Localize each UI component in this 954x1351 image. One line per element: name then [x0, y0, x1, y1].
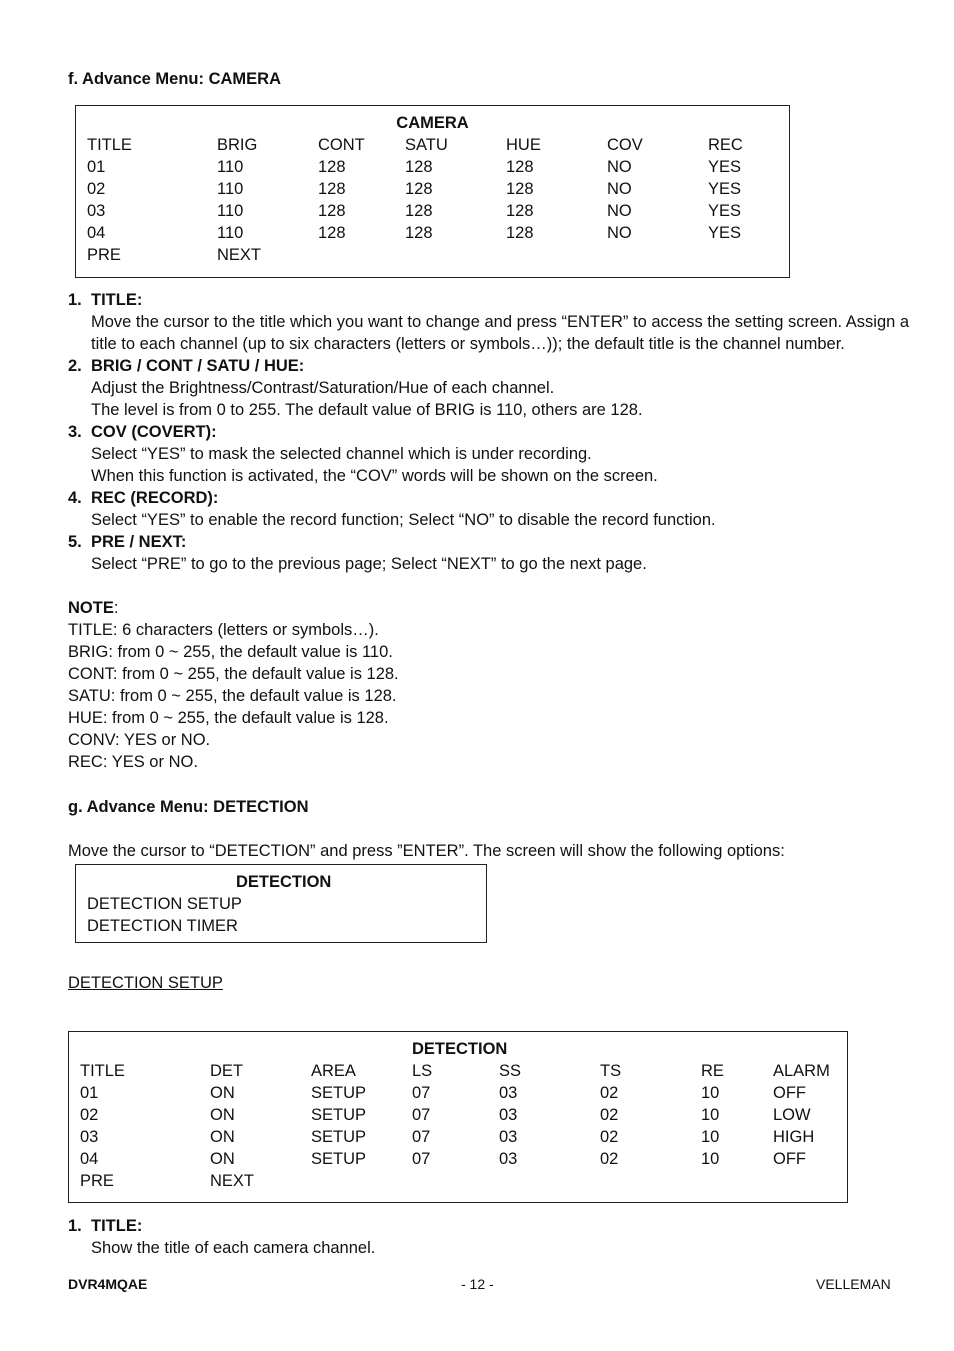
note-line: TITLE: 6 characters (letters or symbols…).: [68, 621, 379, 639]
camera-table-cell[interactable]: 128: [405, 224, 433, 242]
camera-table-title: CAMERA: [396, 114, 469, 132]
camera-table-cell: 03: [87, 202, 106, 220]
detection-col-header: RE: [701, 1062, 724, 1080]
detection-table-cell[interactable]: 02: [600, 1150, 619, 1168]
camera-col-header: REC: [708, 136, 743, 154]
item-number: 1.: [68, 1217, 82, 1235]
camera-table-cell[interactable]: YES: [708, 224, 742, 242]
detection-table-cell[interactable]: OFF: [773, 1150, 806, 1168]
detection-table-cell[interactable]: 10: [701, 1106, 720, 1124]
detection-col-header: AREA: [311, 1062, 356, 1080]
detection-table-cell[interactable]: LOW: [773, 1106, 811, 1124]
detection-table-cell[interactable]: 03: [499, 1128, 518, 1146]
item-description: Select “YES” to mask the selected channel which is under recording.: [91, 445, 592, 463]
detection-table-cell[interactable]: 02: [600, 1106, 619, 1124]
camera-table-cell[interactable]: 128: [318, 180, 346, 198]
detection-table-cell: 04: [80, 1150, 99, 1168]
item-title: REC (RECORD):: [91, 489, 219, 507]
detection-table-cell[interactable]: 03: [499, 1084, 518, 1102]
camera-table-cell[interactable]: 128: [318, 202, 346, 220]
note-heading: [68, 597, 118, 619]
camera-table-cell[interactable]: 128: [405, 180, 433, 198]
item-title: BRIG / CONT / SATU / HUE:: [91, 357, 305, 375]
detection-setup-subheading: DETECTION SETUP: [68, 974, 223, 992]
item-description: Show the title of each camera channel.: [91, 1239, 376, 1257]
camera-col-header: SATU: [405, 136, 448, 154]
detection-table-cell[interactable]: 03: [499, 1150, 518, 1168]
camera-table: [75, 105, 790, 278]
detection-table-cell[interactable]: ON: [210, 1128, 235, 1146]
camera-table-cell[interactable]: NO: [607, 202, 632, 220]
detection-table-title: DETECTION: [412, 1040, 508, 1058]
camera-table-cell[interactable]: YES: [708, 180, 742, 198]
detection-table-cell[interactable]: 10: [701, 1128, 720, 1146]
camera-table-cell[interactable]: 128: [506, 180, 534, 198]
section-f-heading: f. Advance Menu: CAMERA: [68, 70, 281, 88]
note-line: CONV: YES or NO.: [68, 731, 211, 749]
detection-table-cell[interactable]: SETUP: [311, 1128, 367, 1146]
item-description: When this function is activated, the “COV” words will be shown on the screen.: [91, 467, 658, 485]
detection-col-header: DET: [210, 1062, 243, 1080]
detection-table-cell[interactable]: SETUP: [311, 1084, 367, 1102]
detection-table-cell[interactable]: OFF: [773, 1084, 806, 1102]
camera-table-cell: 04: [87, 224, 106, 242]
detection-table-cell[interactable]: 10: [701, 1150, 720, 1168]
detection-table-cell[interactable]: SETUP: [311, 1106, 367, 1124]
camera-table-cell[interactable]: NO: [607, 180, 632, 198]
item-description: title to each channel (up to six characters (letters or symbols…)); the default title is the channel number.: [91, 335, 845, 353]
item-title: TITLE:: [91, 291, 143, 309]
detection-table-cell[interactable]: ON: [210, 1150, 235, 1168]
detection-table-cell[interactable]: ON: [210, 1106, 235, 1124]
detection-col-header: TS: [600, 1062, 622, 1080]
note-line: BRIG: from 0 ~ 255, the default value is 110.: [68, 643, 393, 661]
detection-table-cell[interactable]: 07: [412, 1106, 431, 1124]
item-description: Select “YES” to enable the record function; Select “NO” to disable the record function.: [91, 511, 716, 529]
camera-table-cell[interactable]: 128: [506, 158, 534, 176]
item-title: PRE / NEXT:: [91, 533, 187, 551]
camera-next-button[interactable]: NEXT: [217, 246, 262, 264]
detection-pre-button[interactable]: PRE: [80, 1172, 114, 1190]
item-description: Select “PRE” to go to the previous page; Select “NEXT” to go the next page.: [91, 555, 647, 573]
detection-table-cell[interactable]: SETUP: [311, 1150, 367, 1168]
detection-table-cell: 01: [80, 1084, 99, 1102]
camera-pre-button[interactable]: PRE: [87, 246, 121, 264]
detection-table-cell[interactable]: 03: [499, 1106, 518, 1124]
item-number: 4.: [68, 489, 82, 507]
camera-table-cell[interactable]: 128: [405, 202, 433, 220]
detection-table-cell: 02: [80, 1106, 99, 1124]
section-g-intro: Move the cursor to “DETECTION” and press ”ENTER”. The screen will show the following options:: [68, 842, 785, 860]
item-description: Move the cursor to the title which you want to change and press “ENTER” to access the setting screen. Assign a: [91, 313, 910, 331]
camera-table-cell: 02: [87, 180, 106, 198]
detection-table-cell[interactable]: 02: [600, 1084, 619, 1102]
item-title: TITLE:: [91, 1217, 143, 1235]
camera-table-cell[interactable]: 110: [217, 180, 244, 198]
detection-next-button[interactable]: NEXT: [210, 1172, 255, 1190]
camera-table-cell[interactable]: 128: [405, 158, 433, 176]
note-line: HUE: from 0 ~ 255, the default value is 128.: [68, 709, 389, 727]
detection-table-cell[interactable]: 02: [600, 1128, 619, 1146]
camera-table-cell[interactable]: YES: [708, 202, 742, 220]
detection-col-header: ALARM: [773, 1062, 830, 1080]
detection-col-header: LS: [412, 1062, 433, 1080]
note-line: CONT: from 0 ~ 255, the default value is 128.: [68, 665, 399, 683]
camera-table-cell[interactable]: YES: [708, 158, 742, 176]
camera-col-header: HUE: [506, 136, 541, 154]
item-title: COV (COVERT):: [91, 423, 217, 441]
camera-table-cell[interactable]: 110: [217, 202, 244, 220]
detection-table-cell[interactable]: 07: [412, 1150, 431, 1168]
item-number: 2.: [68, 357, 82, 375]
camera-table-cell: 01: [87, 158, 106, 176]
camera-table-cell[interactable]: 128: [506, 202, 534, 220]
item-description: Adjust the Brightness/Contrast/Saturation/Hue of each channel.: [91, 379, 555, 397]
camera-table-cell[interactable]: 110: [217, 158, 244, 176]
camera-table-cell[interactable]: 128: [318, 224, 346, 242]
detection-table-cell[interactable]: ON: [210, 1084, 235, 1102]
item-description: The level is from 0 to 255. The default value of BRIG is 110, others are 128.: [91, 401, 643, 419]
detection-menu-title: DETECTION: [236, 873, 332, 891]
detection-table-cell[interactable]: HIGH: [773, 1128, 815, 1146]
camera-table-cell[interactable]: NO: [607, 224, 632, 242]
note-line: REC: YES or NO.: [68, 753, 198, 771]
note-label: NOTE: [68, 599, 114, 617]
camera-table-cell[interactable]: 128: [506, 224, 534, 242]
camera-table-cell[interactable]: 128: [318, 158, 346, 176]
detection-menu-item-timer[interactable]: DETECTION TIMER: [87, 917, 238, 935]
footer-model: DVR4MQAE: [68, 1276, 148, 1292]
camera-col-header: TITLE: [87, 136, 132, 154]
camera-col-header: CONT: [318, 136, 365, 154]
item-number: 3.: [68, 423, 82, 441]
camera-col-header: COV: [607, 136, 643, 154]
section-g-heading: g. Advance Menu: DETECTION: [68, 798, 309, 816]
detection-menu-item-setup[interactable]: DETECTION SETUP: [87, 895, 242, 913]
detection-menu: [75, 864, 487, 943]
note-colon: :: [113, 599, 119, 617]
detection-table: [68, 1031, 848, 1203]
note-line: SATU: from 0 ~ 255, the default value is 128.: [68, 687, 397, 705]
detection-table-cell[interactable]: 07: [412, 1128, 431, 1146]
item-number: 5.: [68, 533, 82, 551]
detection-table-cell[interactable]: 07: [412, 1084, 431, 1102]
camera-table-cell[interactable]: 110: [217, 224, 244, 242]
camera-col-header: BRIG: [217, 136, 258, 154]
detection-table-cell: 03: [80, 1128, 99, 1146]
detection-col-header: SS: [499, 1062, 522, 1080]
footer-page-number: - 12 -: [461, 1276, 494, 1292]
detection-col-header: TITLE: [80, 1062, 125, 1080]
item-number: 1.: [68, 291, 82, 309]
detection-table-cell[interactable]: 10: [701, 1084, 720, 1102]
footer-brand: VELLEMAN: [816, 1276, 891, 1292]
camera-table-cell[interactable]: NO: [607, 158, 632, 176]
